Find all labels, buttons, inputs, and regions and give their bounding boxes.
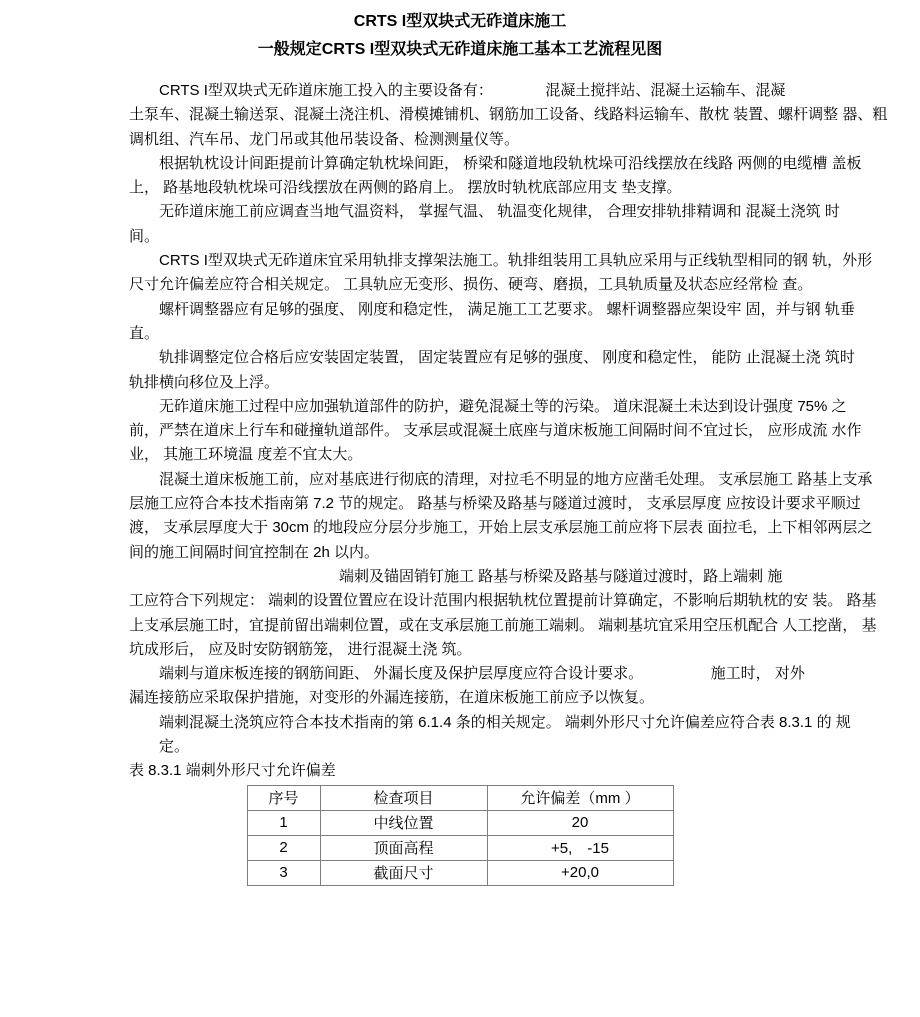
body-line: CRTS I型双块式无砟道床施工投入的主要设备有： 混凝土搅拌站、混凝土运输车、混凝 [129, 82, 786, 99]
body-line: 漏连接筋应采取保护措施，对变形的外漏连接筋，在道床板施工前应予以恢复。 [129, 689, 655, 707]
body-line: 定。 [129, 738, 190, 756]
body-line: 土泵车、混凝土输送泵、混凝土浇注机、滑模摊铺机、钢筋加工设备、线路料运输车、散枕 装置、螺杆调整 器、粗 [129, 106, 888, 124]
body-line: 端刺与道床板连接的钢筋间距、 外漏长度及保护层厚度应符合设计要求。 施工时， 对外 [129, 665, 805, 683]
body-line: 端刺混凝土浇筑应符合本技术指南的第 6.1.4 条的相关规定。 端刺外形尺寸允许偏差应符合表 8.3.1 的 规 [129, 713, 851, 731]
body-line: 间。 [129, 227, 160, 245]
body-line: 上支承层施工时，宜提前留出端刺位置，或在支承层施工前施工端刺。 端刺基坑宜采用空压机配合 人工挖凿， 基 [129, 616, 877, 634]
document-body [129, 79, 888, 759]
table-header-cell: 序号 [247, 785, 320, 810]
document-title: CRTS I型双块式无砟道床施工 [353, 13, 567, 30]
table-header-row [247, 785, 673, 810]
body-line: 端刺及锚固销钉施工 路基与桥梁及路基与隧道过渡时，路上端刺 施 [129, 567, 783, 585]
body-line: 上， 路基地段轨枕垛可沿线摆放在两侧的路肩上。 摆放时轨枕底部应用支 垫支撑。 [129, 179, 682, 197]
tolerance-table [247, 785, 674, 886]
body-line: CRTS I型双块式无砟道床宜采用轨排支撑架法施工。轨排组装用工具轨应采用与正线轨型相同的钢 轨，外形 [129, 252, 873, 270]
body-line: 尺寸允许偏差应符合相关规定。 工具轨应无变形、损伤、硬弯、磨损，工具轨质量及状态应经常检 查。 [129, 276, 813, 294]
table-cell: 2 [247, 835, 320, 860]
table-header-cell: 允许偏差（mm ） [487, 785, 673, 810]
table-row [247, 860, 673, 885]
body-line: 根据轨枕设计间距提前计算确定轨枕垛间距， 桥梁和隧道地段轨枕垛可沿线摆放在线路 两侧的电缆槽 盖板 [129, 154, 862, 172]
table-cell: 中线位置 [320, 810, 487, 835]
table-body [247, 810, 673, 885]
table-cell: +5, -15 [487, 835, 673, 860]
body-line: 轨排横向移位及上浮。 [129, 373, 280, 391]
body-line: 调机组、汽车吊、龙门吊或其他吊装设备、检测测量仪等。 [129, 130, 520, 148]
body-line: 渡， 支承层厚度大于 30cm 的地段应分层分步施工，开始上层支承层施工前应将下层表 面拉毛，上下相邻两层之 [129, 519, 873, 537]
body-line: 前，严禁在道床上行车和碰撞轨道部件。 支承层或混凝土底座与道床板施工间隔时间不宜过长， 应形成流 水作 [129, 422, 862, 440]
body-line: 工应符合下列规定： 端刺的设置位置应在设计范围内根据轨枕位置提前计算确定，不影响后期轨枕的安 装。 路基 [129, 592, 877, 610]
body-line: 螺杆调整器应有足够的强度、 刚度和稳定性， 满足施工工艺要求。 螺杆调整器应架设牢 固，并与钢 轨垂 [129, 300, 855, 318]
document-subtitle: 一般规定CRTS I型双块式无砟道床施工基本工艺流程见图 [257, 41, 663, 58]
table-cell: 1 [247, 810, 320, 835]
table-cell: 3 [247, 860, 320, 885]
body-line: 业， 其施工环境温 度差不宜太大。 [129, 446, 363, 464]
table-cell: 截面尺寸 [320, 860, 487, 885]
table-cell: 顶面高程 [320, 835, 487, 860]
table-row [247, 810, 673, 835]
table-header-cell: 检查项目 [320, 785, 487, 810]
body-line: 坑成形后， 应及时安防钢筋笼， 进行混凝土浇 筑。 [129, 640, 472, 658]
body-line: 层施工应符合本技术指南第 7.2 节的规定。 路基与桥梁及路基与隧道过渡时， 支承层厚度 应按设计要求平顺过 [129, 495, 861, 513]
body-line: 无砟道床施工过程中应加强轨道部件的防护，避免混凝土等的污染。 道床混凝土未达到设计强度 75% 之 [129, 397, 847, 415]
body-line: 无砟道床施工前应调查当地气温资料， 掌握气温、 轨温变化规律， 合理安排轨排精调和 混凝土浇筑 时 [129, 203, 840, 221]
body-line: 直。 [129, 324, 160, 342]
table-row [247, 835, 673, 860]
table-caption: 表 8.3.1 端刺外形尺寸允许偏差 [129, 762, 336, 780]
body-line: 轨排调整定位合格后应安装固定装置， 固定装置应有足够的强度、 刚度和稳定性， 能防 止混凝土浇 筑时 [129, 349, 855, 367]
table-cell: +20,0 [487, 860, 673, 885]
table-cell: 20 [487, 810, 673, 835]
body-line: 间的施工间隔时间宜控制在 2h 以内。 [129, 543, 380, 561]
body-line: 混凝土道床板施工前，应对基底进行彻底的清理，对拉毛不明显的地方应凿毛处理。 支承层施工 路基上支承 [129, 470, 873, 488]
